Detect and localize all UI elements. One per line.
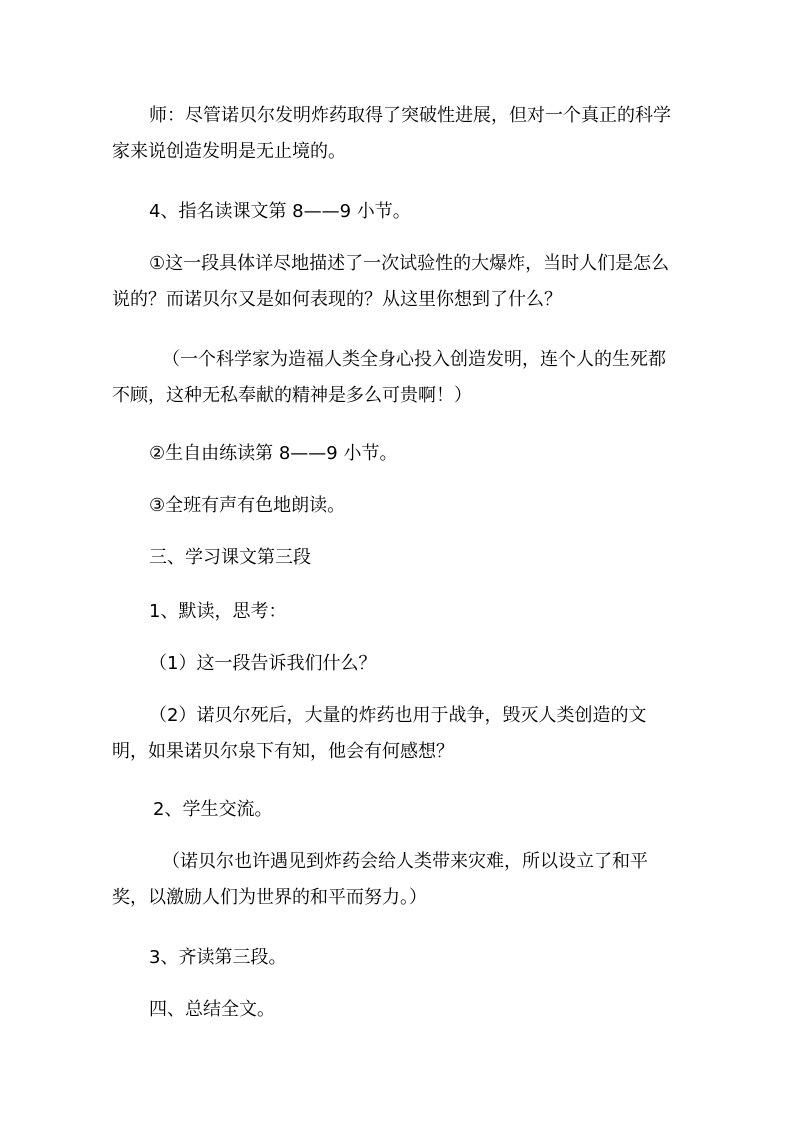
paragraph-step-2: 2、学生交流。 xyxy=(153,799,273,820)
paragraph-question-1: ①这一段具体详尽地描述了一次试验性的大爆炸，当时人们是怎么说的？而诺贝尔又是如何表现的？从这里你想到了什么？ xyxy=(112,253,670,310)
section-heading-4: 四、总结全文。 xyxy=(149,999,275,1020)
paragraph-step-1: 1、默读，思考： xyxy=(149,601,287,622)
section-heading-3: 三、学习课文第三段 xyxy=(149,547,311,568)
paragraph-class-read: ③全班有声有色地朗读。 xyxy=(149,495,346,516)
paragraph-step-4: 4、指名读课文第 8——9 小节。 xyxy=(149,201,411,222)
paragraph-question-b: （2）诺贝尔死后，大量的炸药也用于战争，毁灭人类创造的文明，如果诺贝尔泉下有知，他会有何感想？ xyxy=(112,705,647,762)
paragraph-teacher-remark: 师：尽管诺贝尔发明炸药取得了突破性进展，但对一个真正的科学家来说创造发明是无止境的。 xyxy=(112,105,671,162)
paragraph-answer-1: （一个科学家为造福人类全身心投入创造发明，连个人的生死都不顾，这种无私奉献的精神是多么可贵啊！） xyxy=(112,349,666,406)
paragraph-step-3: 3、齐读第三段。 xyxy=(149,947,287,968)
paragraph-answer-2: （诺贝尔也许遇见到炸药会给人类带来灾难，所以设立了和平奖，以激励人们为世界的和平而努力。） xyxy=(112,851,648,908)
paragraph-question-a: （1）这一段告诉我们什么？ xyxy=(149,653,377,674)
paragraph-practice-read: ②生自由练读第 8——9 小节。 xyxy=(149,443,398,464)
